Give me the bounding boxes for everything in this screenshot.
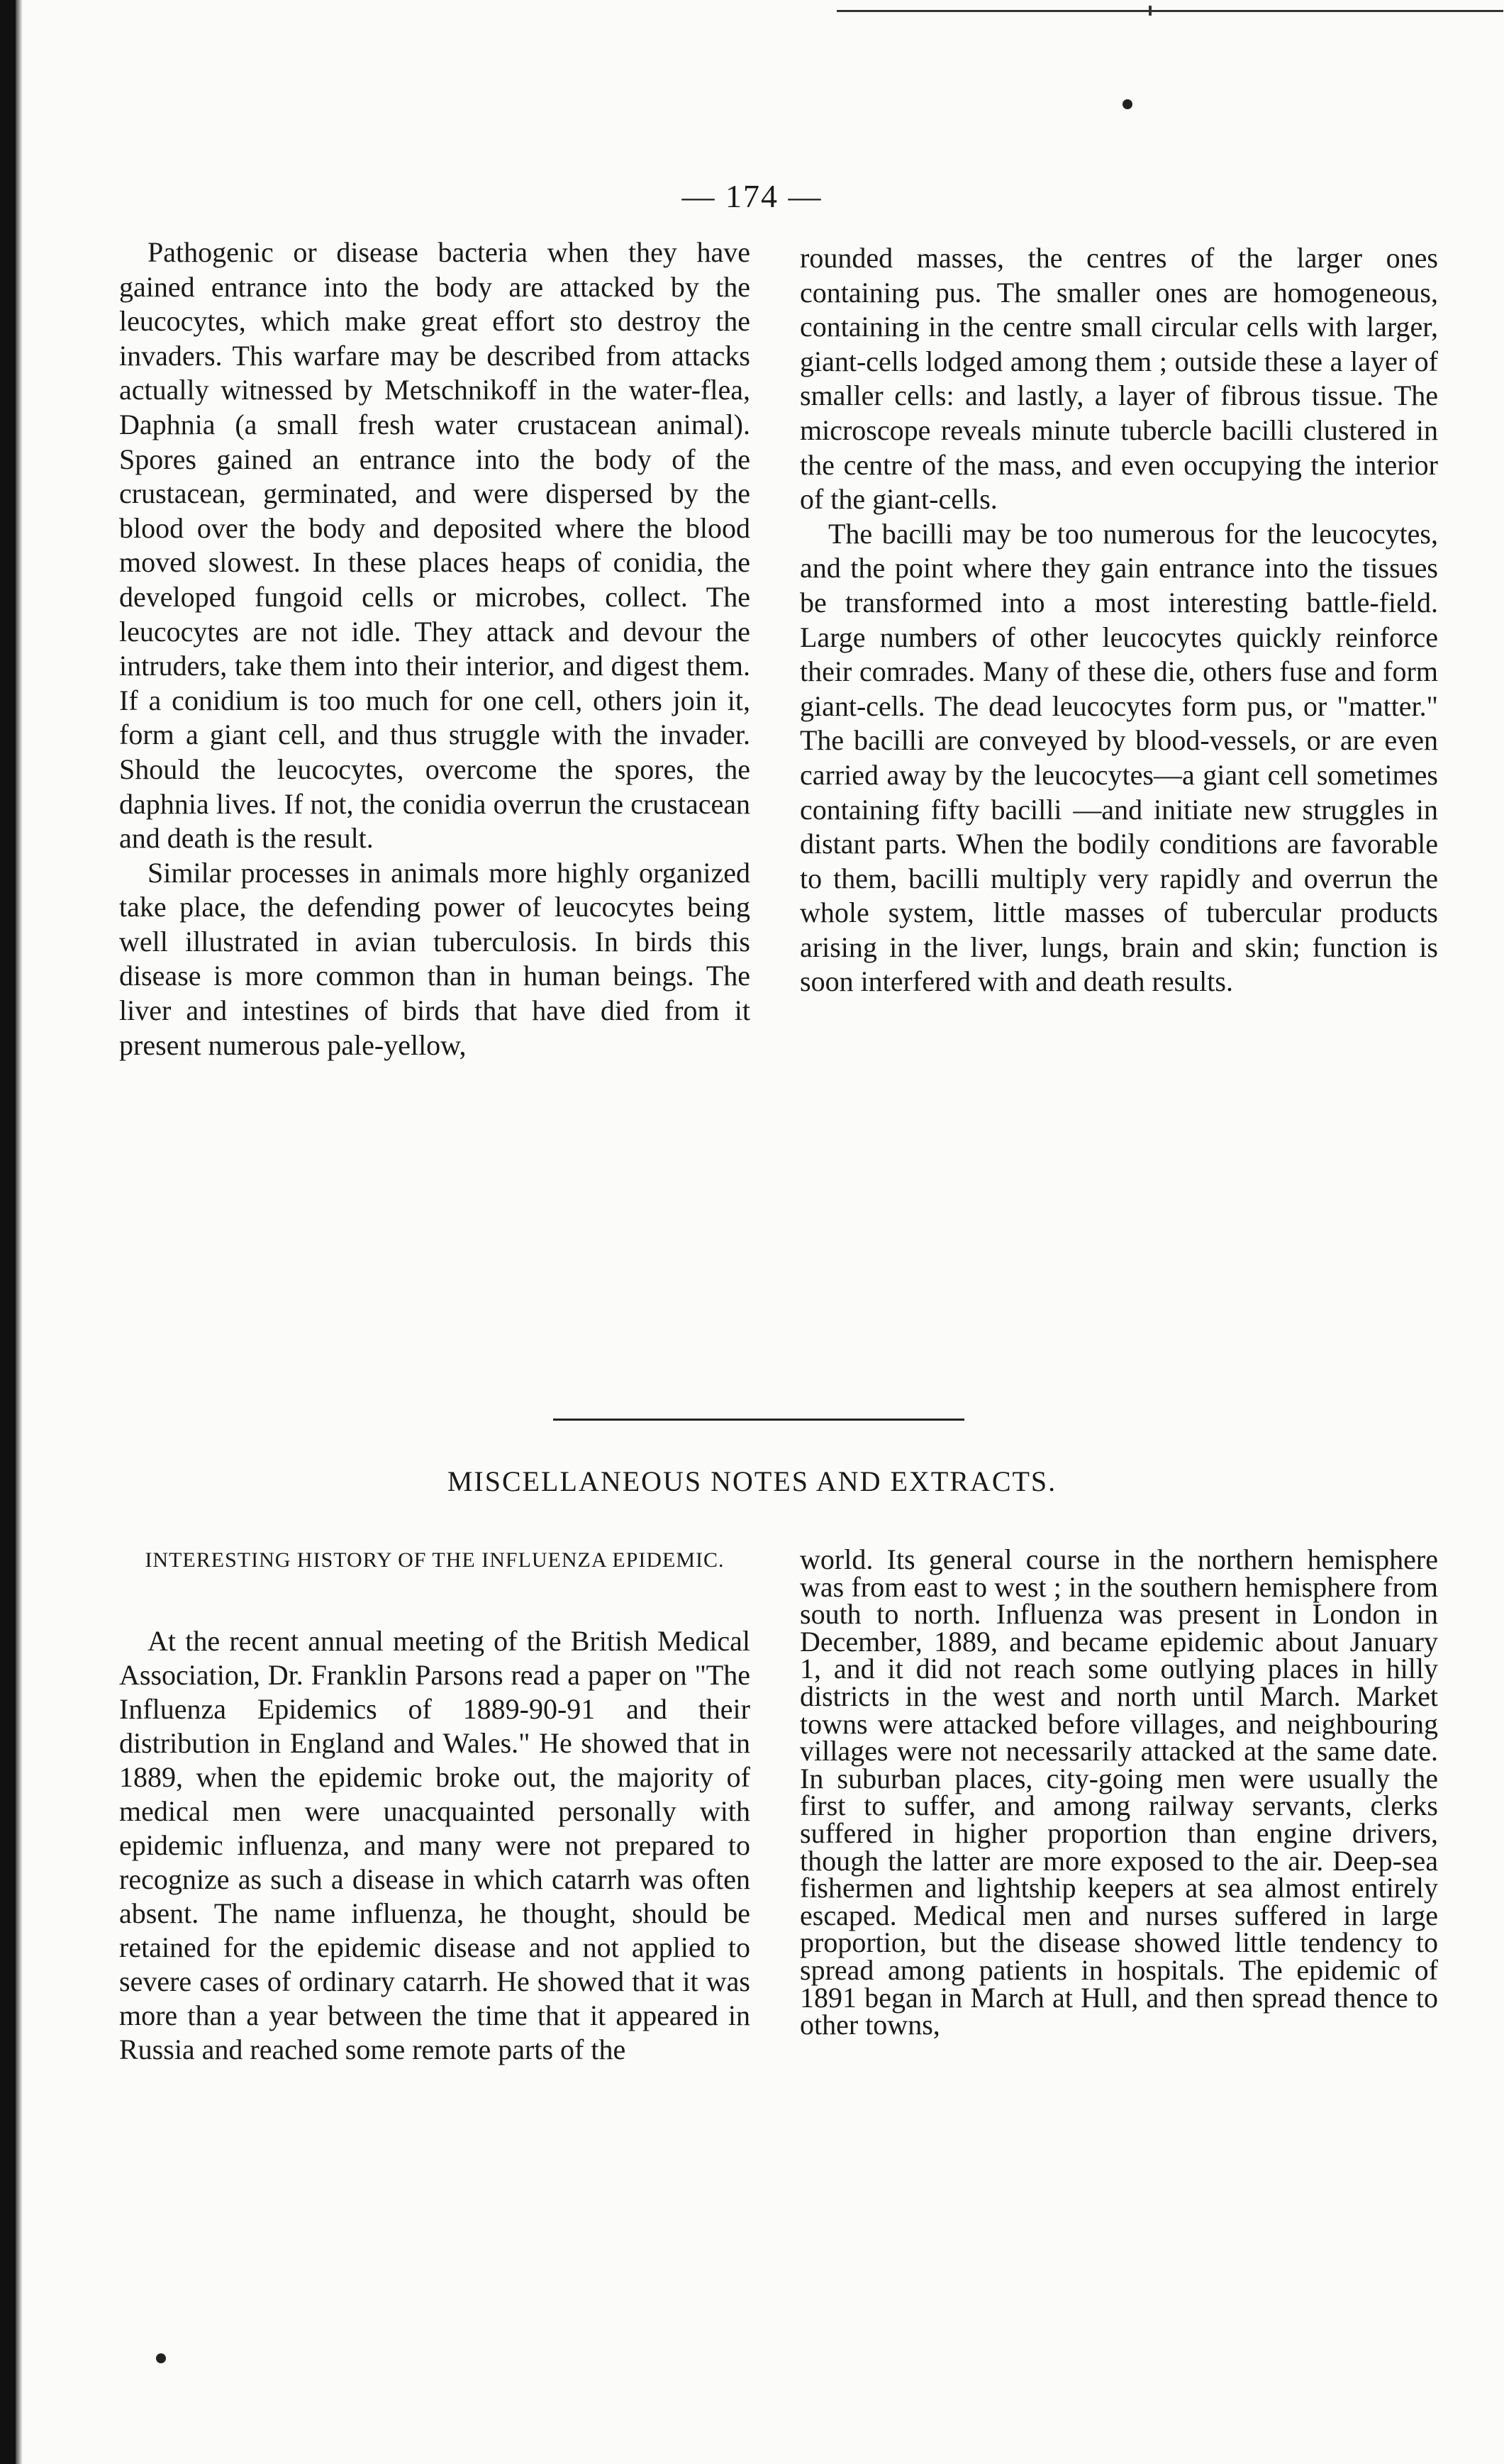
top-left-column <box>119 235 750 1062</box>
section-divider <box>553 1419 964 1421</box>
paragraph: At the recent annual meeting of the British Medical Association, Dr. Franklin Parsons read a paper on "The Influenza Epidemics of 1889-90-91 and their distribution in England and Wales." He showed that in 1889, when the epidemic broke out, the majority of medical men were unacquainted personally with epidemic influenza, and many were not prepared to recognize as such a disease in which catarrh was often absent. The name influenza, he thought, should be retained for the epidemic disease and not applied to severe cases of ordinary catarrh. He showed that it was more than a year between the time that it appeared in Russia and reached some remote parts of the <box>119 1625 750 2065</box>
paragraph: Pathogenic or disease bacteria when they have gained entrance into the body are attacked by the leucocytes, which make great effort sto destroy the invaders. This warfare may be described from attacks actually witnessed by Metschnikoff in the water-flea, Daphnia (a small fresh water crustacean animal). Spores gained an entrance into the body of the crustacean, germinated, and were dispersed by the blood over the body and deposited where the blood moved slowest. In these places heaps of conidia, the developed fungoid cells or microbes, collect. The leucocytes are not idle. They attack and devour the intruders, take them into their interior, and digest them. If a conidium is too much for one cell, others join it, form a giant cell, and thus struggle with the invader. Should the leucocytes, overcome the spores, the daphnia lives. If not, the conidia overrun the crustacean and death is the result. <box>119 236 750 855</box>
paragraph: rounded masses, the centres of the larger ones containing pus. The smaller ones are homogeneous, containing in the centre small circular cells with larger, giant-cells lodged among them ; outside these a layer of smaller cells: and lastly, a layer of fibrous tissue. The microscope reveals minute tubercle bacilli clustered in the centre of the mass, and even occupying the interior of the giant-cells. <box>800 242 1438 516</box>
page-binding-edge <box>0 0 16 2464</box>
paragraph: world. Its general course in the northern hemisphere was from east to west ; in the southern hemisphere from south to north. Influenza was present in London in December, 1889, and became epidemic about January 1, and it did not reach some outlying places in hilly districts in the west and north until March. Market towns were attacked before villages, and neighbouring villages were not necessarily attacked at the same date. In suburban places, city-going men were usually the first to suffer, and among railway servants, clerks suffered in higher proportion than engine drivers, though the latter are more exposed to the air. Deep-sea fishermen and lightship keepers at sea almost entirely escaped. Medical men and nurses suffered in large proportion, but the disease showed little tendency to spread among patients in hospitals. The epidemic of 1891 began in March at Hull, and then spread thence to other towns, <box>800 1543 1438 2041</box>
page-binding-shadow <box>16 0 23 2464</box>
ink-speck <box>156 2353 166 2363</box>
article-right-column <box>800 1543 1438 2041</box>
section-title: MISCELLANEOUS NOTES AND EXTRACTS. <box>447 1465 1057 1497</box>
top-rule-tick <box>1149 6 1152 16</box>
top-right-column <box>800 241 1438 999</box>
article-left-column <box>119 1624 750 2067</box>
top-rule <box>837 10 1503 12</box>
ink-speck <box>1123 99 1132 109</box>
paragraph: The bacilli may be too numerous for the leucocytes, and the point where they gain entrance into the tissues be transformed into a most interesting battle-field. Large numbers of other leucocytes quickly reinforce their comrades. Many of these die, others fuse and form giant-cells. The dead leucocytes form pus, or "matter." The bacilli are conveyed by blood-vessels, or are even carried away by the leucocytes—a giant cell sometimes containing fifty bacilli —and initiate new struggles in distant parts. When the bodily conditions are favorable to them, bacilli multiply very rapidly and overrun the whole system, little masses of tubercular products arising in the liver, lungs, brain and skin; function is soon interfered with and death results. <box>800 517 1438 998</box>
article-heading: INTERESTING HISTORY OF THE INFLUENZA EPIDEMIC. <box>145 1548 725 1572</box>
paragraph: Similar processes in animals more highly organized take place, the defending power of leucocytes being well illustrated in avian tuberculosis. In birds this disease is more common than in human beings. The liver and intestines of birds that have died from it present numerous pale-yellow, <box>119 856 750 1061</box>
page-number: — 174 — <box>681 178 823 214</box>
